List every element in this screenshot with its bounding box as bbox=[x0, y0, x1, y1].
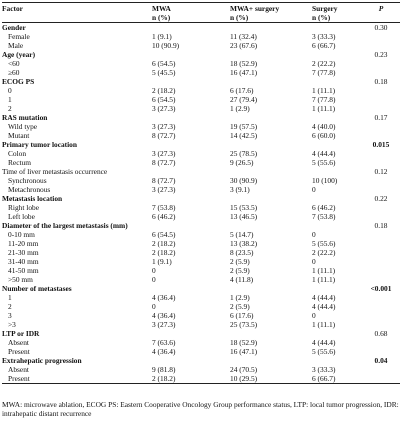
table-header-row bbox=[2, 3, 400, 23]
cell-surgery: 5 (55.6) bbox=[312, 239, 336, 248]
row-label: 1 bbox=[8, 293, 12, 302]
table-row bbox=[2, 212, 400, 221]
header-p-value: P bbox=[362, 3, 400, 23]
category-label: Gender bbox=[2, 23, 26, 32]
cell-p-value bbox=[362, 365, 400, 374]
cell-mwa-surgery bbox=[230, 140, 312, 149]
cell-surgery bbox=[312, 23, 362, 33]
row-label: Male bbox=[8, 41, 24, 50]
row-label: 31-40 mm bbox=[8, 257, 39, 266]
category-row bbox=[2, 221, 400, 230]
row-label: 21-30 mm bbox=[8, 248, 39, 257]
row-label: Colon bbox=[8, 149, 27, 158]
row-label: Rectum bbox=[8, 158, 31, 167]
cell-mwa-surgery bbox=[230, 284, 312, 293]
cell-p-value bbox=[362, 338, 400, 347]
cell-mwa-surgery: 1 (2.9) bbox=[230, 104, 250, 113]
cell-p-value bbox=[362, 68, 400, 77]
characteristics-table bbox=[2, 2, 400, 384]
cell-surgery: 5 (55.6) bbox=[312, 158, 336, 167]
table-row bbox=[2, 131, 400, 140]
cell-p-value bbox=[362, 203, 400, 212]
cell-surgery: 2 (22.2) bbox=[312, 59, 336, 68]
table-row bbox=[2, 320, 400, 329]
cell-mwa: 3 (27.3) bbox=[152, 149, 176, 158]
cell-mwa-surgery: 6 (17.6) bbox=[230, 86, 254, 95]
cell-p-value bbox=[362, 311, 400, 320]
cell-p-value: 0.22 bbox=[374, 194, 388, 203]
table-row bbox=[2, 311, 400, 320]
cell-mwa: 7 (63.6) bbox=[152, 338, 176, 347]
cell-p-value bbox=[362, 239, 400, 248]
cell-surgery bbox=[312, 284, 362, 293]
cell-surgery bbox=[312, 50, 362, 59]
row-label: Left lobe bbox=[8, 212, 35, 221]
category-label: LTP or IDR bbox=[2, 329, 40, 338]
category-row bbox=[2, 167, 400, 176]
cell-mwa-surgery: 3 (9.1) bbox=[230, 185, 250, 194]
cell-surgery: 6 (66.7) bbox=[312, 374, 362, 384]
cell-p-value bbox=[362, 59, 400, 68]
row-label: 0 bbox=[8, 86, 12, 95]
cell-mwa-surgery bbox=[230, 329, 312, 338]
cell-surgery: 5 (55.6) bbox=[312, 347, 336, 356]
header-surgery-sub: n (%) bbox=[312, 13, 331, 22]
cell-mwa-surgery: 9 (26.5) bbox=[230, 158, 254, 167]
cell-p-value bbox=[362, 32, 400, 41]
cell-p-value bbox=[362, 122, 400, 131]
row-label: 2 bbox=[8, 104, 12, 113]
cell-mwa-surgery: 18 (52.9) bbox=[230, 338, 258, 347]
cell-surgery: 0 bbox=[312, 311, 316, 320]
cell-mwa-surgery: 11 (32.4) bbox=[230, 32, 257, 41]
row-label: 3 bbox=[8, 311, 12, 320]
cell-p-value bbox=[362, 293, 400, 302]
table-row bbox=[2, 257, 400, 266]
table-row bbox=[2, 86, 400, 95]
cell-surgery: 4 (44.4) bbox=[312, 149, 336, 158]
row-label: Synchronous bbox=[8, 176, 47, 185]
cell-surgery bbox=[312, 194, 362, 203]
cell-mwa: 4 (36.4) bbox=[152, 293, 176, 302]
cell-mwa: 8 (72.7) bbox=[152, 131, 176, 140]
cell-mwa-surgery bbox=[230, 50, 312, 59]
cell-p-value bbox=[362, 347, 400, 356]
cell-p-value: 0.17 bbox=[374, 113, 388, 122]
cell-surgery: 1 (11.1) bbox=[312, 104, 336, 113]
category-label: RAS mutation bbox=[2, 113, 48, 122]
cell-p-value bbox=[362, 149, 400, 158]
cell-mwa bbox=[152, 167, 230, 176]
category-row bbox=[2, 194, 400, 203]
header-mwa-surgery: MWA+ surgery n (%) bbox=[230, 3, 312, 23]
cell-mwa-surgery: 18 (52.9) bbox=[230, 59, 258, 68]
cell-mwa: 9 (81.8) bbox=[152, 365, 176, 374]
cell-p-value bbox=[362, 131, 400, 140]
cell-mwa-surgery bbox=[230, 356, 312, 365]
table-row bbox=[2, 41, 400, 50]
header-factor: Factor bbox=[2, 3, 152, 23]
cell-mwa-surgery: 1 (2.9) bbox=[230, 293, 250, 302]
cell-mwa bbox=[152, 77, 230, 86]
table-row bbox=[2, 338, 400, 347]
cell-mwa bbox=[152, 194, 230, 203]
row-label: >50 mm bbox=[8, 275, 33, 284]
cell-surgery: 1 (11.1) bbox=[312, 320, 336, 329]
cell-surgery: 7 (53.8) bbox=[312, 212, 336, 221]
cell-mwa: 6 (46.2) bbox=[152, 212, 176, 221]
table-row bbox=[2, 104, 400, 113]
cell-mwa-surgery: 2 (5.9) bbox=[230, 266, 250, 275]
cell-surgery bbox=[312, 167, 362, 176]
category-row bbox=[2, 23, 400, 33]
cell-p-value bbox=[362, 212, 400, 221]
cell-mwa-surgery: 15 (53.5) bbox=[230, 203, 258, 212]
cell-mwa-surgery: 16 (47.1) bbox=[230, 347, 258, 356]
cell-mwa bbox=[152, 329, 230, 338]
cell-mwa-surgery bbox=[230, 167, 312, 176]
cell-mwa-surgery: 5 (14.7) bbox=[230, 230, 254, 239]
row-label: Mutant bbox=[8, 131, 30, 140]
cell-p-value: 0.30 bbox=[374, 23, 388, 32]
cell-mwa: 3 (27.3) bbox=[152, 122, 176, 131]
category-row bbox=[2, 284, 400, 293]
cell-mwa-surgery bbox=[230, 23, 312, 33]
table-row bbox=[2, 59, 400, 68]
cell-mwa: 4 (36.4) bbox=[152, 347, 176, 356]
table-row bbox=[2, 203, 400, 212]
cell-p-value: 0.18 bbox=[374, 77, 388, 86]
cell-p-value bbox=[362, 248, 400, 257]
table-row bbox=[2, 374, 400, 384]
table-row bbox=[2, 275, 400, 284]
cell-p-value bbox=[362, 104, 400, 113]
table-row bbox=[2, 293, 400, 302]
cell-surgery: 3 (33.3) bbox=[312, 32, 336, 41]
cell-surgery bbox=[312, 140, 362, 149]
header-mwa: MWA n (%) bbox=[152, 3, 230, 23]
cell-mwa: 5 (45.5) bbox=[152, 68, 176, 77]
cell-mwa: 6 (54.5) bbox=[152, 59, 176, 68]
row-label: 0-10 mm bbox=[8, 230, 35, 239]
cell-mwa-surgery: 2 (5.9) bbox=[230, 302, 250, 311]
cell-mwa: 7 (53.8) bbox=[152, 203, 176, 212]
row-label: 1 bbox=[8, 95, 12, 104]
cell-mwa: 2 (18.2) bbox=[152, 86, 176, 95]
table-row bbox=[2, 176, 400, 185]
row-label: 41-50 mm bbox=[8, 266, 39, 275]
row-label: Absent bbox=[8, 338, 29, 347]
cell-mwa-surgery: 25 (73.5) bbox=[230, 320, 258, 329]
cell-surgery bbox=[312, 77, 362, 86]
cell-surgery: 4 (44.4) bbox=[312, 293, 336, 302]
cell-mwa: 1 (9.1) bbox=[152, 32, 172, 41]
cell-surgery: 7 (77.8) bbox=[312, 68, 336, 77]
cell-p-value bbox=[362, 230, 400, 239]
cell-mwa-surgery bbox=[230, 194, 312, 203]
cell-mwa-surgery: 27 (79.4) bbox=[230, 95, 258, 104]
cell-mwa: 2 (18.2) bbox=[152, 239, 176, 248]
cell-mwa-surgery bbox=[230, 113, 312, 122]
category-label: ECOG PS bbox=[2, 77, 35, 86]
table-row bbox=[2, 365, 400, 374]
cell-surgery: 6 (66.7) bbox=[312, 41, 336, 50]
cell-surgery: 6 (46.2) bbox=[312, 203, 336, 212]
table-row bbox=[2, 248, 400, 257]
cell-surgery: 2 (22.2) bbox=[312, 248, 336, 257]
row-label: Wild type bbox=[8, 122, 38, 131]
cell-mwa: 3 (27.3) bbox=[152, 320, 176, 329]
cell-mwa: 4 (36.4) bbox=[152, 311, 176, 320]
cell-mwa: 0 bbox=[152, 275, 156, 284]
cell-mwa-surgery: 6 (17.6) bbox=[230, 311, 254, 320]
cell-mwa bbox=[152, 356, 230, 365]
category-label: Number of metastases bbox=[2, 284, 72, 293]
cell-mwa: 0 bbox=[152, 302, 156, 311]
cell-surgery bbox=[312, 221, 362, 230]
cell-mwa-surgery: 23 (67.6) bbox=[230, 41, 258, 50]
cell-surgery: 1 (11.1) bbox=[312, 275, 336, 284]
cell-p-value bbox=[362, 86, 400, 95]
cell-p-value: 0.015 bbox=[372, 140, 390, 149]
table-row bbox=[2, 95, 400, 104]
row-label: Present bbox=[2, 374, 152, 384]
table-row bbox=[2, 230, 400, 239]
row-label: 2 bbox=[8, 302, 12, 311]
cell-mwa: 10 (90.9) bbox=[152, 41, 180, 50]
cell-mwa: 2 (18.2) bbox=[152, 248, 176, 257]
cell-p-value: 0.18 bbox=[374, 221, 388, 230]
cell-mwa: 8 (72.7) bbox=[152, 176, 176, 185]
cell-p-value: <0.001 bbox=[370, 284, 392, 293]
cell-mwa: 0 bbox=[152, 266, 156, 275]
cell-p-value bbox=[362, 320, 400, 329]
category-row bbox=[2, 113, 400, 122]
table-row bbox=[2, 32, 400, 41]
category-row bbox=[2, 140, 400, 149]
table-row bbox=[2, 302, 400, 311]
cell-mwa: 6 (54.5) bbox=[152, 230, 176, 239]
cell-p-value bbox=[362, 185, 400, 194]
category-label: Diameter of the largest metastasis (mm) bbox=[2, 221, 128, 230]
cell-mwa: 1 (9.1) bbox=[152, 257, 172, 266]
cell-mwa-surgery: 24 (70.5) bbox=[230, 365, 258, 374]
cell-mwa-surgery: 14 (42.5) bbox=[230, 131, 258, 140]
cell-mwa: 8 (72.7) bbox=[152, 158, 176, 167]
cell-mwa-surgery: 30 (90.9) bbox=[230, 176, 258, 185]
row-label: <60 bbox=[8, 59, 20, 68]
cell-mwa-surgery: 10 (29.5) bbox=[230, 374, 312, 384]
table-footnote: MWA: microwave ablation, ECOG PS: Eastern Cooperative Oncology Group performance status, LTP: local tumor progression, IDR: intrahepatic distant recurrence bbox=[2, 400, 399, 418]
cell-mwa: 2 (18.2) bbox=[152, 374, 230, 384]
cell-mwa-surgery: 8 (23.5) bbox=[230, 248, 254, 257]
cell-surgery: 7 (77.8) bbox=[312, 95, 336, 104]
cell-mwa: 6 (54.5) bbox=[152, 95, 176, 104]
cell-surgery: 4 (44.4) bbox=[312, 302, 336, 311]
category-label: Age (year) bbox=[2, 50, 36, 59]
table-row bbox=[2, 266, 400, 275]
cell-p-value: 0.12 bbox=[374, 167, 388, 176]
cell-surgery bbox=[312, 329, 362, 338]
row-label: 11-20 mm bbox=[8, 239, 39, 248]
table-row bbox=[2, 149, 400, 158]
category-row bbox=[2, 50, 400, 59]
category-row bbox=[2, 329, 400, 338]
header-mwa-surgery-sub: n (%) bbox=[230, 13, 249, 22]
cell-mwa-surgery: 2 (5.9) bbox=[230, 257, 250, 266]
category-row bbox=[2, 77, 400, 86]
row-label: Absent bbox=[8, 365, 29, 374]
cell-p-value: 0.04 bbox=[374, 356, 388, 365]
cell-surgery: 1 (11.1) bbox=[312, 86, 336, 95]
cell-mwa-surgery: 16 (47.1) bbox=[230, 68, 258, 77]
header-mwa-sub: n (%) bbox=[152, 13, 171, 22]
cell-p-value bbox=[362, 374, 400, 384]
cell-surgery: 0 bbox=[312, 185, 316, 194]
cell-p-value bbox=[362, 176, 400, 185]
cell-mwa-surgery bbox=[230, 221, 312, 230]
cell-mwa bbox=[152, 221, 230, 230]
cell-surgery: 0 bbox=[312, 230, 316, 239]
row-label: Present bbox=[8, 347, 30, 356]
row-label: Right lobe bbox=[8, 203, 39, 212]
cell-surgery: 10 (100) bbox=[312, 176, 338, 185]
cell-p-value bbox=[362, 257, 400, 266]
table-row bbox=[2, 239, 400, 248]
cell-p-value bbox=[362, 275, 400, 284]
cell-p-value: 0.23 bbox=[374, 50, 388, 59]
cell-mwa-surgery: 4 (11.8) bbox=[230, 275, 254, 284]
category-label: Extrahepatic progression bbox=[2, 356, 82, 365]
table-row bbox=[2, 185, 400, 194]
cell-mwa bbox=[152, 50, 230, 59]
cell-mwa-surgery: 13 (46.5) bbox=[230, 212, 258, 221]
row-label: >3 bbox=[8, 320, 16, 329]
row-label: ≥60 bbox=[8, 68, 20, 77]
cell-p-value bbox=[362, 266, 400, 275]
cell-mwa: 3 (27.3) bbox=[152, 104, 176, 113]
cell-p-value bbox=[362, 158, 400, 167]
table-row bbox=[2, 347, 400, 356]
cell-surgery: 4 (44.4) bbox=[312, 338, 336, 347]
cell-p-value bbox=[362, 95, 400, 104]
cell-mwa-surgery: 13 (38.2) bbox=[230, 239, 258, 248]
cell-p-value bbox=[362, 302, 400, 311]
cell-surgery: 3 (33.3) bbox=[312, 365, 336, 374]
header-surgery: Surgery n (%) bbox=[312, 3, 362, 23]
cell-surgery: 4 (40.0) bbox=[312, 122, 336, 131]
cell-mwa-surgery: 25 (78.5) bbox=[230, 149, 258, 158]
cell-mwa bbox=[152, 23, 230, 33]
table-row bbox=[2, 68, 400, 77]
cell-mwa: 3 (27.3) bbox=[152, 185, 176, 194]
cell-surgery: 6 (60.0) bbox=[312, 131, 336, 140]
cell-mwa bbox=[152, 140, 230, 149]
cell-mwa bbox=[152, 113, 230, 122]
category-label: Time of liver metastasis occurrence bbox=[2, 167, 108, 176]
table-row bbox=[2, 122, 400, 131]
cell-mwa-surgery bbox=[230, 77, 312, 86]
table-body bbox=[2, 23, 400, 384]
row-label: Metachronous bbox=[8, 185, 51, 194]
row-label: Female bbox=[8, 32, 30, 41]
cell-surgery: 0 bbox=[312, 257, 316, 266]
cell-surgery: 1 (11.1) bbox=[312, 266, 336, 275]
cell-p-value bbox=[362, 41, 400, 50]
cell-mwa bbox=[152, 284, 230, 293]
category-row bbox=[2, 356, 400, 365]
table-row bbox=[2, 158, 400, 167]
category-label: Primary tumor location bbox=[2, 140, 77, 149]
cell-surgery bbox=[312, 113, 362, 122]
cell-p-value: 0.68 bbox=[374, 329, 388, 338]
cell-surgery bbox=[312, 356, 362, 365]
category-label: Metastasis location bbox=[2, 194, 63, 203]
cell-mwa-surgery: 19 (57.5) bbox=[230, 122, 258, 131]
